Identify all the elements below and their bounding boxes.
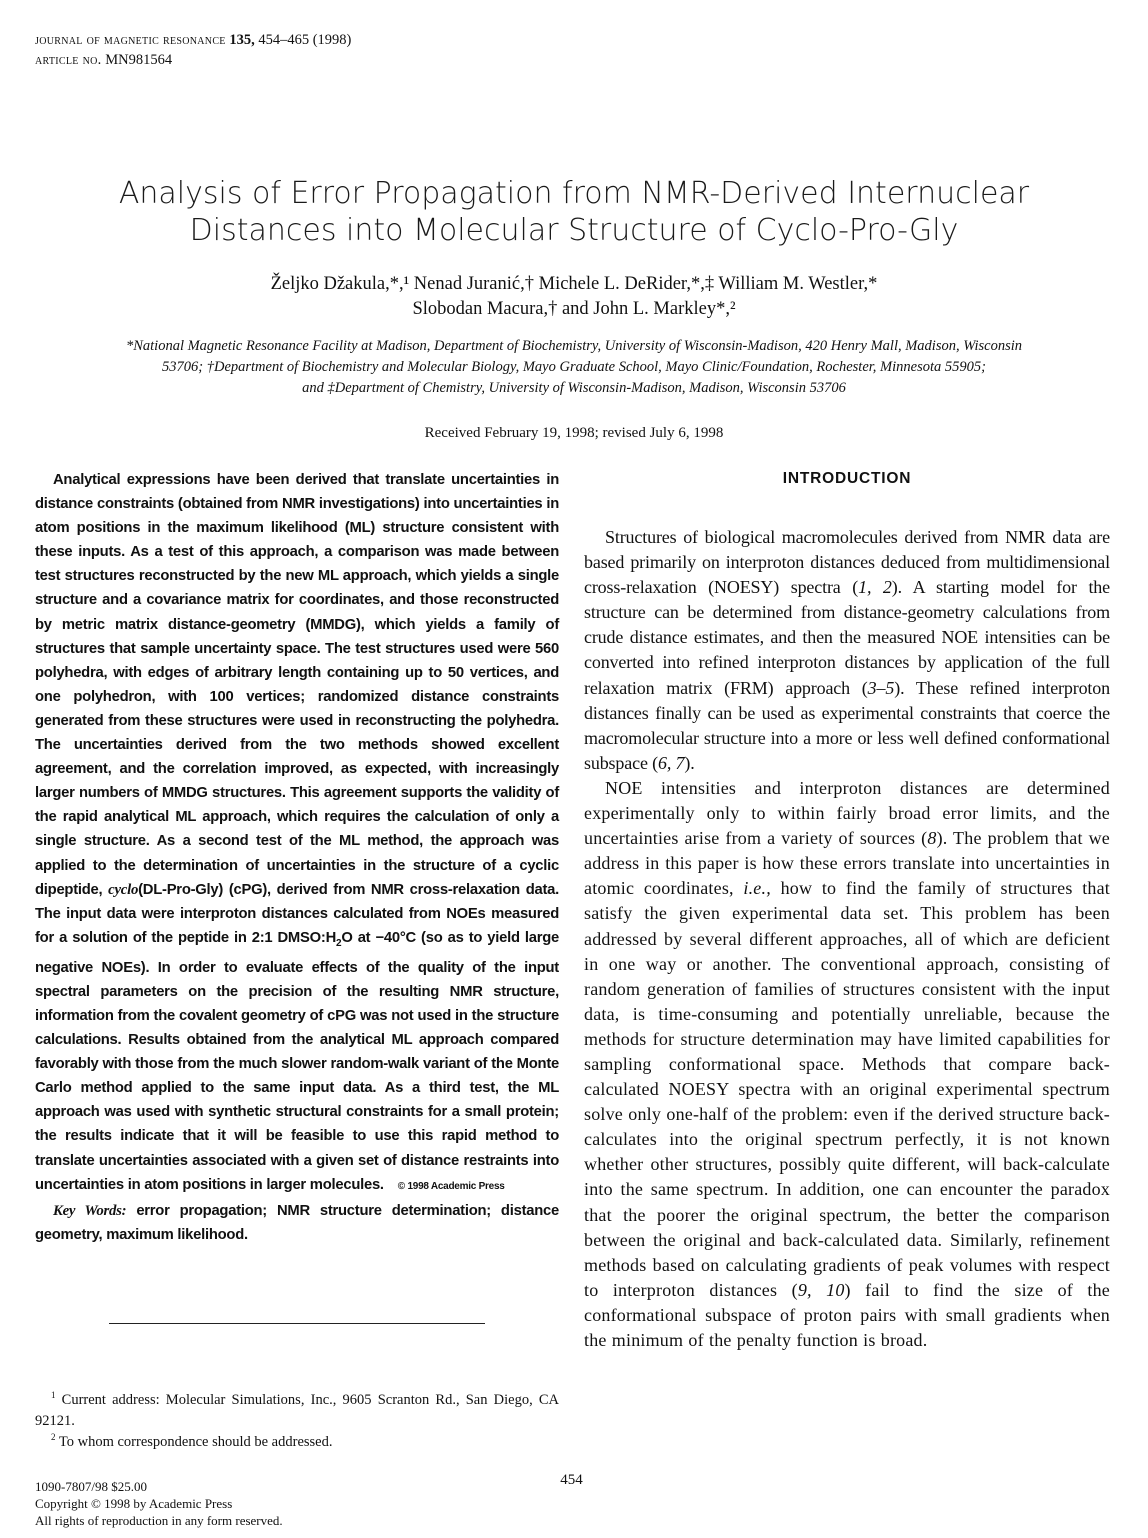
intro-ie: i.e., xyxy=(743,878,771,899)
abstract-text-b: (DL-Pro-Gly) (cPG), derived from NMR cross-relaxation data. The input data were interproton distances calculated from NOEs measured for a solution of the peptide in 2:1 DMSO:H xyxy=(35,881,559,946)
abstract-subscript: 2 xyxy=(336,937,342,949)
introduction-body xyxy=(584,525,1110,1353)
affiliation-line-3: and ‡Department of Chemistry, University of Wisconsin-Madison, Madison, Wisconsin 53706 xyxy=(302,380,846,396)
footnotes xyxy=(35,1390,559,1453)
article-number-line xyxy=(35,50,351,70)
citation-ref: 6, 7 xyxy=(657,752,685,773)
footnote-2 xyxy=(35,1432,559,1453)
footnote-1 xyxy=(35,1390,559,1432)
received-dates: Received February 19, 1998; revised July 6, 1998 xyxy=(424,425,724,441)
title-line-1: Analysis of Error Propagation from NMR-Derived Internuclear xyxy=(118,176,1030,211)
affiliations xyxy=(40,336,1108,399)
keywords-text: error propagation; NMR structure determination; distance geometry, maximum likelihood. xyxy=(35,1202,559,1243)
authors-line-2: Slobodan Macura,† and John L. Markley*,² xyxy=(412,299,736,319)
keywords-label: Key Words: xyxy=(53,1202,127,1219)
introduction-paragraph-2 xyxy=(584,776,1110,1353)
journal-pages: 454–465 (1998) xyxy=(258,32,352,48)
footnote-1-text: Current address: Molecular Simulations, Inc., 9605 Scranton Rd., San Diego, CA 92121. xyxy=(35,1392,559,1429)
intro-p1-a: Structures of biological macromolecules derived from NMR data are based primarily on interproton distances deduced from multidimensional cross-relaxation (NOESY) spectra ( xyxy=(584,527,1110,598)
footnote-1-mark: 1 xyxy=(51,1390,56,1401)
abstract-cyclo: cyclo xyxy=(108,881,139,898)
author-list xyxy=(0,272,1148,322)
rights-notice: All rights of reproduction in any form reserved. xyxy=(35,1513,283,1528)
paper-title xyxy=(0,175,1148,249)
intro-p1-b: ). A starting model for the structure can be determined from distance-geometry calculations from crude distance estimates, and then the measured NOE intensities can be converted into refined interproton distances by application of the full relaxation matrix (FRM) approach ( xyxy=(584,577,1110,698)
intro-p2-b: ). The problem that we address in this paper is how these errors translate into uncertainties in atomic coordinates, xyxy=(584,828,1110,899)
intro-p2-a: NOE intensities and interproton distances are determined experimentally only to within fairly broad error limits, and the uncertainties arise from a variety of sources ( xyxy=(584,777,1110,849)
title-line-2: Distances into Molecular Structure of Cyclo-Pro-Gly xyxy=(189,213,959,248)
page-number: 454 xyxy=(560,1472,583,1488)
footnote-2-text: To whom correspondence should be addressed. xyxy=(58,1434,333,1450)
journal-header xyxy=(35,30,351,70)
abstract-copyright: © 1998 Academic Press xyxy=(397,1180,505,1192)
journal-volume: 135, xyxy=(229,32,255,48)
affiliation-line-2: 53706; †Department of Biochemistry and Molecular Biology, Mayo Graduate School, Mayo Clinic/Foundation, Rochester, Minnesota 55905; xyxy=(162,359,986,375)
abstract-text-c: O at −40°C (so as to yield large negative NOEs). In order to evaluate effects of the quality of the input spectral parameters on the precision of the resulting NMR structure, information from the covalent geometry of cPG was not used in the structure calculations. Results obtained from the analytical ML approach compared favorably with those from the much slower random-walk variant of the Monte Carlo method applied to the same input data. As a third test, the ML approach was used with synthetic structural constraints for a small protein; the results indicate that it will be feasible to use this rapid method to translate uncertainties associated with a given set of distance restraints into uncertainties in atom positions in larger molecules. xyxy=(35,929,559,1193)
affiliation-line-1: *National Magnetic Resonance Facility at Madison, Department of Biochemistry, University of Wisconsin-Madison, 420 Henry Mall, Madison, Wisconsin xyxy=(125,338,1023,354)
abstract-body xyxy=(35,468,559,1199)
intro-p2-c: how to find the family of structures that satisfy the given experimental data set. This problem has been addressed by several different approaches, all of which are deficient in one way or another. The conventional approach, consisting of random generation of families of structures consistent with the input data, is time-consuming and potentially unreliable, because the methods for structure determination may have limited capabilities for sampling conformational space. Methods that compare back-calculated NOESY spectra with an original experimental spectrum solve only one-half of the problem: even if the derived structure back-calculates into the original spectrum perfectly, it is not known whether other structures, possibly quite different, will back-calculate into the same spectrum. In addition, one can encounter the paradox that the poorer the original spectrum, the better the comparison between the original and back-calculated data. Similarly, refinement methods based on calculating gradients of peak volumes with respect to interproton distances ( xyxy=(584,878,1110,1300)
journal-name: journal of magnetic resonance xyxy=(35,32,226,48)
publisher-copyright: Copyright © 1998 by Academic Press xyxy=(35,1496,233,1511)
introduction-paragraph-1 xyxy=(584,525,1110,776)
abstract-text-a: Analytical expressions have been derived that translate uncertainties in distance constraints (obtained from NMR investigations) into uncertainties in atom positions in the maximum likelihood (ML) structure consistent with these inputs. As a test of this approach, a comparison was made between test structures reconstructed by the new ML approach, which yields a single structure and a covariance matrix for coordinates, and those reconstructed by metric matrix distance-geometry (MMDG), which yields a family of structures that sample uncertainty space. The test structures used were 560 polyhedra, with edges of arbitrary length containing up to 50 vertices, and one polyhedron, with 100 vertices; randomized distance constraints generated from these structures were used in reconstructing the polyhedra. The uncertainties derived from the two methods showed excellent agreement, and the correlation improved, as expected, with increasingly larger numbers of MMDG structures. This agreement supports the validity of the rapid analytical ML approach, which requires the calculation of only a single structure. As a second test of the ML method, the approach was applied to the determination of uncertainties in the structure of a cyclic dipeptide, xyxy=(35,472,559,898)
citation-ref: 9, 10 xyxy=(797,1279,845,1300)
article-number: MN981564 xyxy=(105,52,173,68)
article-label: article no. xyxy=(35,52,102,68)
intro-p1-d: ). xyxy=(684,752,695,773)
abstract xyxy=(35,468,559,1247)
citation-ref: 1, 2 xyxy=(858,577,892,598)
intro-p1-c: ). These refined interproton distances finally can be used as experimental constraints that coerce the macromolecular structure into a more or less well defined conformational subspace ( xyxy=(584,677,1110,773)
authors-line-1: Željko Džakula,*,¹ Nenad Juranić,† Michele L. DeRider,*,‡ William M. Westler,* xyxy=(270,274,878,294)
footnote-divider xyxy=(109,1323,485,1324)
journal-citation xyxy=(35,30,351,50)
footnote-2-mark: 2 xyxy=(51,1432,56,1443)
introduction-heading: INTRODUCTION xyxy=(782,470,912,487)
citation-ref: 8 xyxy=(927,828,937,849)
price-code: 1090-7807/98 $25.00 xyxy=(35,1479,147,1494)
intro-p2-d: ) fail to find the size of the conformational subspace of proton pairs with small gradients when the minimum of the penalty function is broad. xyxy=(584,1279,1110,1350)
citation-ref: 3–5 xyxy=(867,677,895,698)
keywords xyxy=(35,1199,559,1247)
